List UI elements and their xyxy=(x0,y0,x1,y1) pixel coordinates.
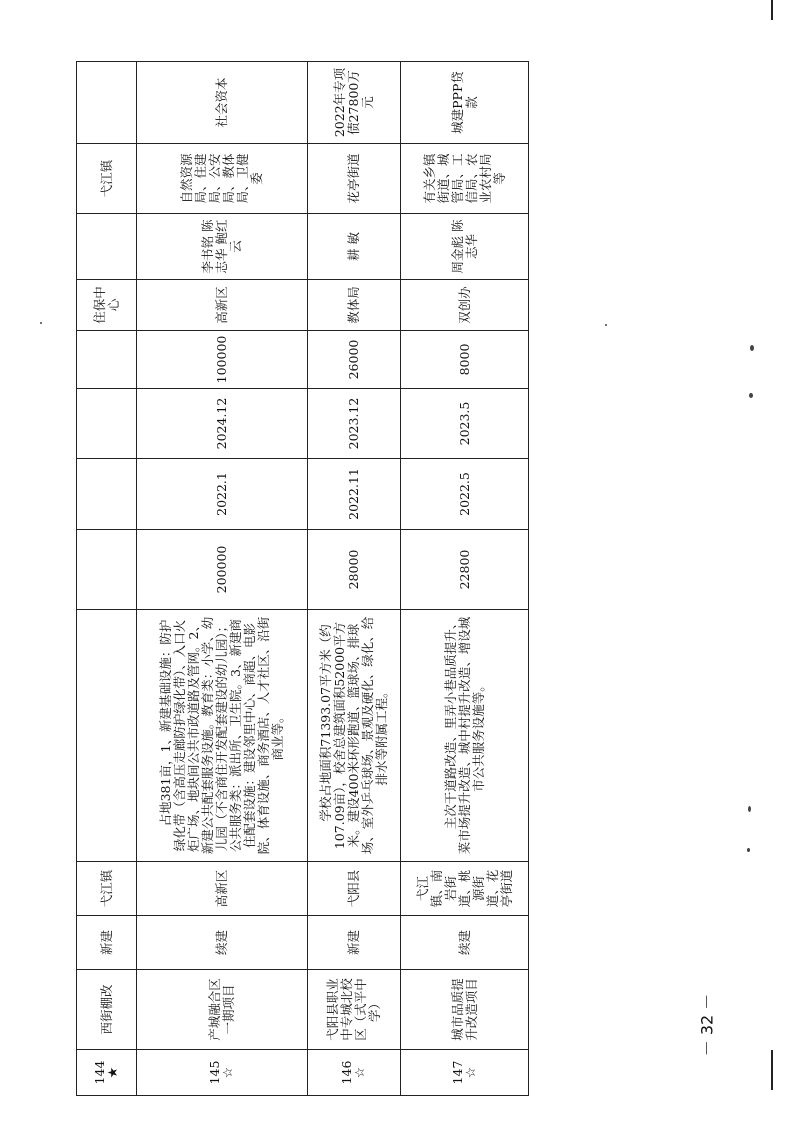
table-row xyxy=(137,62,308,1096)
finish-date: 2023.12 xyxy=(308,389,401,459)
project-location: 高新区 xyxy=(137,862,308,916)
total-investment: 200000 xyxy=(137,530,308,610)
finish-date: 2023.5 xyxy=(401,389,529,459)
scan-speck xyxy=(40,322,42,324)
page-number: － 32 － xyxy=(697,993,717,1057)
total-investment: 28000 xyxy=(308,530,401,610)
project-name: 城市品质提升改造项目 xyxy=(401,970,529,1050)
rotated-table-container xyxy=(76,62,528,1096)
project-location: 弋江镇 xyxy=(77,862,137,916)
project-type: 续建 xyxy=(401,916,529,970)
funding-source: 社会资本 xyxy=(137,62,308,144)
project-location: 弋江镇、南岩街道、桃源街道、花亭街道 xyxy=(401,862,529,916)
row-number: 146 ☆ xyxy=(308,1050,401,1096)
scan-speck xyxy=(605,324,607,326)
start-date: 2022.5 xyxy=(401,459,529,530)
project-type: 新建 xyxy=(308,916,401,970)
responsible-leader: 周金彪 陈志华 xyxy=(401,214,529,280)
start-date xyxy=(77,459,137,530)
planned-investment xyxy=(77,331,137,389)
responsible-units: 有关乡镇街道、城管局、工信局、农业农村局等 xyxy=(401,144,529,214)
table-row xyxy=(308,62,401,1096)
project-name: 西街棚改 xyxy=(77,970,137,1050)
planned-investment: 8000 xyxy=(401,331,529,389)
total-investment xyxy=(77,530,137,610)
scan-speck xyxy=(747,848,750,852)
finish-date: 2024.12 xyxy=(137,389,308,459)
funding-source xyxy=(77,62,137,144)
responsible-units: 花亭街道 xyxy=(308,144,401,214)
funding-source: 城建PPP贷款 xyxy=(401,62,529,144)
scan-speck xyxy=(749,393,753,398)
lead-unit: 教体局 xyxy=(308,280,401,331)
lead-unit: 住保中心 xyxy=(77,280,137,331)
planned-investment: 26000 xyxy=(308,331,401,389)
lead-unit: 高新区 xyxy=(137,280,308,331)
responsible-leader: 耕 敏 xyxy=(308,214,401,280)
responsible-leader xyxy=(77,214,137,280)
table-row xyxy=(401,62,529,1096)
table-row xyxy=(77,62,137,1096)
finish-date xyxy=(77,389,137,459)
project-name: 弋阳县职业中专城北校区（式平中学） xyxy=(308,970,401,1050)
project-content: 主次干道路改造、里弄小巷品质提升、菜市场提升改造、城中村提升改造、增设城市公共服务设施等。 xyxy=(401,610,529,862)
funding-source: 2022年专项债27800万元 xyxy=(308,62,401,144)
scan-speck xyxy=(748,806,751,812)
project-type: 新建 xyxy=(77,916,137,970)
row-number: 144 ★ xyxy=(77,1050,137,1096)
project-name: 产城融合区一期项目 xyxy=(137,970,308,1050)
start-date: 2022.11 xyxy=(308,459,401,530)
responsible-units: 自然资源局、住建局、公安局、教体局、卫健委 xyxy=(137,144,308,214)
project-content xyxy=(77,610,137,862)
responsible-units: 弋江镇 xyxy=(77,144,137,214)
scan-edge-mark xyxy=(771,0,773,20)
responsible-leader: 李书铭 陈志华 鲍红云 xyxy=(137,214,308,280)
project-location: 弋阳县 xyxy=(308,862,401,916)
scan-speck xyxy=(750,345,754,351)
total-investment: 22800 xyxy=(401,530,529,610)
lead-unit: 双创办 xyxy=(401,280,529,331)
row-number: 147 ☆ xyxy=(401,1050,529,1096)
row-number: 145 ☆ xyxy=(137,1050,308,1096)
start-date: 2022.1 xyxy=(137,459,308,530)
planned-investment: 100000 xyxy=(137,331,308,389)
scan-edge-mark xyxy=(771,1050,773,1090)
project-content: 占地381亩，1、新建基础设施：防护绿化带（含高压走廊防护绿化带）、入口火炬广场、地块间公共市政道路及管网。2、新建公共配套服务设施。教育类：小学、幼儿园（不含商住开发配套建设的幼儿园）；公共服务类：派出所、卫生院。3、新建商住配套设施：建设邻里中心、商超、电影院、体育设施、商务酒店、人才社区、沿街商业等。 xyxy=(137,610,308,862)
project-content: 学校占地面积71393.07平方米（约107.09亩），校舍总建筑面积52000平方米。建设400米环形跑道、篮球场、排球场、室外乒乓球场、景观及硬化、绿化、给排水等附属工程。 xyxy=(308,610,401,862)
project-table xyxy=(76,61,529,1096)
project-type: 续建 xyxy=(137,916,308,970)
